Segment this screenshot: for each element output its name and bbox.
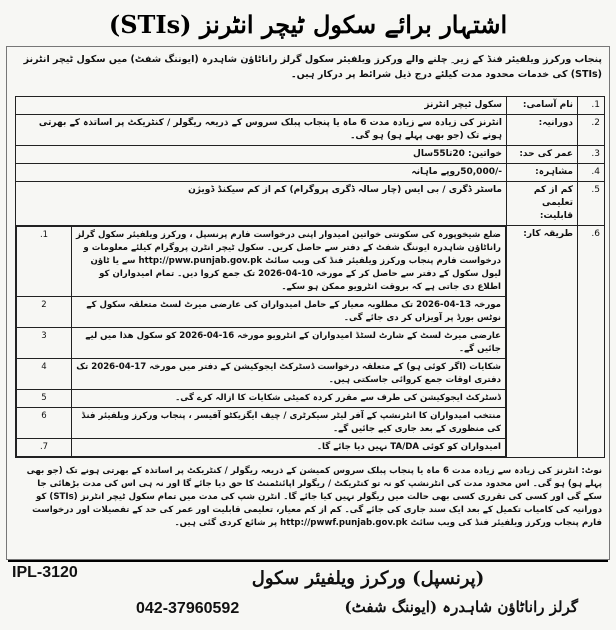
procedure-row bbox=[17, 408, 506, 439]
procedure-row bbox=[17, 439, 506, 457]
procedure-number: 2 bbox=[17, 297, 72, 328]
row-label: دورانیہ: bbox=[507, 115, 578, 146]
procedure-number: 6 bbox=[17, 408, 72, 439]
table-row bbox=[16, 182, 605, 226]
procedure-text: منتخب امیدواران کا انٹرنشپ کے آفر لیٹر سیکرٹری / چیف ایگزیکٹو آفیسر ، پنجاب ورکرز ویلفیئر فنڈ کی منظوری کے بعد جاری کیے جائیں گے۔ bbox=[72, 408, 506, 439]
row-number: 5. bbox=[578, 182, 605, 226]
procedure-cell bbox=[16, 226, 507, 458]
procedure-text: ضلع شیخوپورہ کی سکونتی خواتین امیدوار اپنی درخواست فارم پرنسپل ، ورکرز ویلفیئر سکول گرلز راناٹاؤن شاہدرہ ایوننگ شفٹ کے دفتر سے حاصل کریں۔ سکول ٹیچر انٹرن پروگرام کیلئے معلومات و درخواست فارم پنجاب ورکرز ویلفیئر فنڈ کی ویب سائٹ http://pww.punjab.gov.pk سے یا ٹاؤن لیول سکول کے دفتر سے حاصل کر کے مورخہ 10-04-2026 تک جمع کروا دیں۔ تمام امیدواران کو اطلاع دی جاتی ہے کہ بروقت انٹرویو ممکن ہو سکے۔ bbox=[72, 227, 506, 297]
row-value: خواتین: 20تا55سال bbox=[16, 146, 507, 164]
table-row bbox=[16, 226, 605, 458]
procedure-number: 4 bbox=[17, 359, 72, 390]
procedure-number: 5 bbox=[17, 390, 72, 408]
page-title: اشتہار برائے سکول ٹیچر انٹرنز (STIs) bbox=[108, 9, 508, 39]
row-number: 3. bbox=[578, 146, 605, 164]
footer bbox=[8, 560, 608, 628]
row-value: ماسٹر ڈگری / بی ایس (چار سالہ ڈگری پروگرام) کم از کم سیکنڈ ڈویژن bbox=[16, 182, 507, 226]
procedure-number: 7. bbox=[17, 439, 72, 457]
procedure-text: شکایات (اگر کوئی ہو) کے متعلقہ درخواست ڈسٹرکٹ ایجوکیشن کے دفتر میں مورخہ 17-04-2026 تک دفتری اوقات جمع کروائی جاسکتی ہیں۔ bbox=[72, 359, 506, 390]
row-number: 1. bbox=[578, 97, 605, 115]
procedure-text: امیدواران کو کوئی TA/DA نہیں دیا جائے گا۔ bbox=[72, 439, 506, 457]
procedure-row bbox=[17, 328, 506, 359]
procedure-text: عارضی میرٹ لسٹ کے شارٹ لسٹڈ امیدواران کے انٹرویو مورخہ 16-04-2026 کو سکول ھذا میں لیے جائیں گے۔ bbox=[72, 328, 506, 359]
table-row bbox=[16, 146, 605, 164]
row-label: عمر کی حد: bbox=[507, 146, 578, 164]
details-table bbox=[15, 96, 605, 458]
procedure-row bbox=[17, 359, 506, 390]
table-row bbox=[16, 115, 605, 146]
procedure-row bbox=[17, 390, 506, 408]
procedure-number: 1. bbox=[17, 227, 72, 297]
school-name: گرلز راناٹاؤن شاہدرہ (ایوننگ شفٹ) bbox=[344, 598, 578, 616]
signatory-title: (پرنسپل) ورکرز ویلفیئر سکول bbox=[251, 568, 485, 589]
note-text: انٹرنز کی زیادہ سے زیادہ مدت 6 ماہ یا پنجاب پبلک سروس کمیشن کے ذریعہ ریگولر / کنٹریکٹ پر اساتذہ کے بھرتی ہونے تک (جو بھی پہلے ہو) ہو گی۔ اس محدود مدت کی انٹرنشپ کو نہ تو کنٹریکٹ / ریگولر اپائنٹمنٹ کا حق دیا جائے گا اور نہ ہی اس کی مدت بڑھائی جا سکے گی اور کسی کی تقرری کسی بھی حالت میں ریگولر نہیں کیا جائے گا۔ انٹرن شپ کی مدت میں تمام سکول ٹیچر انٹرنز (STIs) کو دورانیہ کی کامیاب تکمیل کے بعد ایک سند جاری کی جائے گی۔ کم از کم معیار، تعلیمی قابلیت اور عمر کی حد کے تفصیلات اور درخواست فارم پنجاب ورکرز ویلفیئر فنڈ کی ویب سائٹ http://pwwf.punjab.gov.pk پر شائع کردی گئی ہیں۔ bbox=[26, 466, 602, 528]
note-block bbox=[18, 465, 602, 530]
intro-text: پنجاب ورکرز ویلفیئر فنڈ کے زیر ِ چلنے والے ورکرز ویلفیئر سکول گرلز راناٹاؤن شاہدرہ (ایوننگ شفٹ) میں سکول ٹیچر انٹرنز (STIs) کی خدمات محدود مدت کیلئے درج ذیل شرائط پر درکار ہیں۔ bbox=[23, 54, 602, 80]
phone-number: 042-37960592 bbox=[136, 600, 240, 617]
procedure-row bbox=[17, 227, 506, 297]
row-value: سکول ٹیچر انٹرنز bbox=[16, 97, 507, 115]
table-row bbox=[16, 164, 605, 182]
row-label: مشاہرہ: bbox=[507, 164, 578, 182]
procedure-number: 3 bbox=[17, 328, 72, 359]
procedure-text: ڈسٹرکٹ ایجوکیشن کی طرف سے مقرر کردہ کمیٹی شکایات کا ازالہ کرے گی۔ bbox=[72, 390, 506, 408]
row-label: کم از کم تعلیمی قابلیت: bbox=[507, 182, 578, 226]
procedure-table bbox=[16, 226, 506, 457]
title-box bbox=[108, 4, 508, 44]
row-label: طریقہ کار: bbox=[507, 226, 578, 458]
row-number: 6. bbox=[578, 226, 605, 458]
row-number: 4. bbox=[578, 164, 605, 182]
table-row bbox=[16, 97, 605, 115]
note-label: نوٹ: bbox=[581, 466, 602, 476]
row-label: نام آسامی: bbox=[507, 97, 578, 115]
ipl-number: IPL-3120 bbox=[12, 564, 78, 581]
row-value: انٹرنز کی زیادہ سے زیادہ مدت 6 ماہ یا پنجاب پبلک سروس کے ذریعہ ریگولر / کنٹریکٹ پر اساتذہ کے بھرتی ہونے تک (جو بھی پہلے ہو) ہو گی۔ bbox=[16, 115, 507, 146]
row-value: -/50,000روپے ماہانہ bbox=[16, 164, 507, 182]
procedure-row bbox=[17, 297, 506, 328]
procedure-text: مورخہ 13-04-2026 تک مطلوبہ معیار کے حامل امیدواران کی عارضی میرٹ لسٹ متعلقہ سکول کے نوٹس بورڈ پر آویزاں کر دی جائے گی۔ bbox=[72, 297, 506, 328]
row-number: 2. bbox=[578, 115, 605, 146]
